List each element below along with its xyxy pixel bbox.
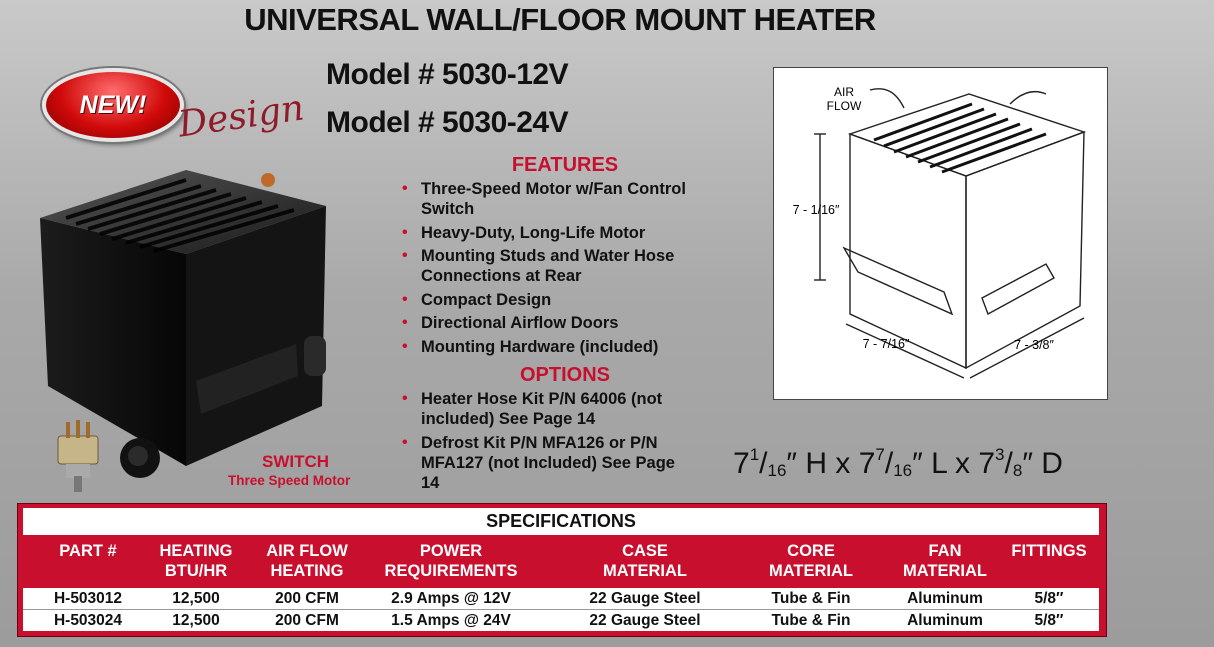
dim-d-label: ″ D [1022,447,1063,480]
table-cell: Tube & Fin [771,612,851,629]
spec-column-header: PART # [59,542,117,560]
table-cell: Tube & Fin [771,590,851,607]
dimension-diagram [773,67,1108,400]
feature-item: • Mounting Studs and Water Hose Connections at Rear [400,246,710,286]
table-cell: H-503024 [53,612,123,629]
features-list [400,179,710,360]
dim-l-whole: 7 [858,447,876,480]
design-script-logo: Design [175,87,307,146]
switch-sublabel: Three Speed Motor [228,473,351,488]
depth-dimension: 7 - 3/8″ [1014,338,1054,352]
dim-d-num: 3 [995,445,1005,464]
feature-item: • Directional Airflow Doors [400,313,710,333]
dim-h-den: 16 [767,461,787,480]
diagram-drawing [774,68,1107,399]
spec-column-header: CASE MATERIAL [602,542,688,580]
option-item: • Heater Hose Kit P/N 64006 (not included) See Page 14 [400,389,690,429]
features-heading: FEATURES [511,154,619,176]
feature-item: • Mounting Hardware (included) [400,337,710,357]
table-row [23,588,1099,610]
specifications-table [17,503,1107,637]
spec-column-header: HEATING BTU/HR [159,542,233,580]
page-title: UNIVERSAL WALL/FLOOR MOUNT HEATER [244,2,876,37]
spec-column-header: POWER REQUIREMENTS [384,542,518,580]
table-cell: 200 CFM [275,590,339,607]
length-dimension: 7 - 7/16″ [862,337,910,351]
dim-l-num: 7 [875,445,885,464]
table-cell: 22 Gauge Steel [589,612,701,629]
model-number-12v: Model # 5030-12V [326,58,569,91]
spec-column-header: FAN MATERIAL [902,542,988,580]
spec-column-header: AIR FLOW HEATING [266,542,348,580]
new-badge [42,68,184,142]
table-cell: Aluminum [907,590,983,607]
dim-h-num: 1 [749,445,760,464]
table-cell: Aluminum [907,612,983,629]
table-cell: 22 Gauge Steel [589,590,701,607]
feature-item: • Heavy-Duty, Long-Life Motor [400,223,710,243]
dim-d-whole: 7 [978,447,996,480]
table-cell: 2.9 Amps @ 12V [391,590,511,607]
options-list [400,389,690,496]
table-cell: 1.5 Amps @ 24V [391,612,511,629]
dim-h-label: ″ H x [786,447,859,480]
table-cell: 12,500 [172,590,220,607]
dim-l-den: 16 [893,461,913,480]
specifications-rows [23,588,1099,631]
dim-l-label: ″ L x [912,447,979,480]
model-number-24v: Model # 5030-24V [326,106,569,139]
switch-label: SWITCH [262,452,330,471]
spec-column-header: FITTINGS [1011,542,1087,560]
table-cell: 5/8″ [1034,612,1064,629]
table-cell: 5/8″ [1034,590,1064,607]
options-heading: OPTIONS [519,364,610,386]
specifications-title: SPECIFICATIONS [23,508,1099,535]
option-item: • Defrost Kit P/N MFA126 or P/N MFA127 (not Included) See Page 14 [400,433,690,493]
overall-dimensions: $7^1/_{16}''$ H x $7^7/_{16}''$ L x $7^3/_8''$ D [733,445,1063,480]
dim-h-whole: 7 [733,447,750,480]
spec-column-header: CORE MATERIAL [768,542,854,580]
dim-d-den: 8 [1012,461,1023,480]
table-cell: H-503012 [53,590,123,607]
table-cell: 200 CFM [275,612,339,629]
airflow-label: AIR FLOW [826,85,862,113]
height-dimension: 7 - 1/16″ [792,203,840,217]
table-row [23,610,1099,631]
table-cell: 12,500 [172,612,220,629]
feature-item: • Compact Design [400,290,710,310]
feature-item: • Three-Speed Motor w/Fan Control Switch [400,179,710,219]
new-badge-text: NEW! [79,90,147,119]
switch-image [52,418,162,494]
